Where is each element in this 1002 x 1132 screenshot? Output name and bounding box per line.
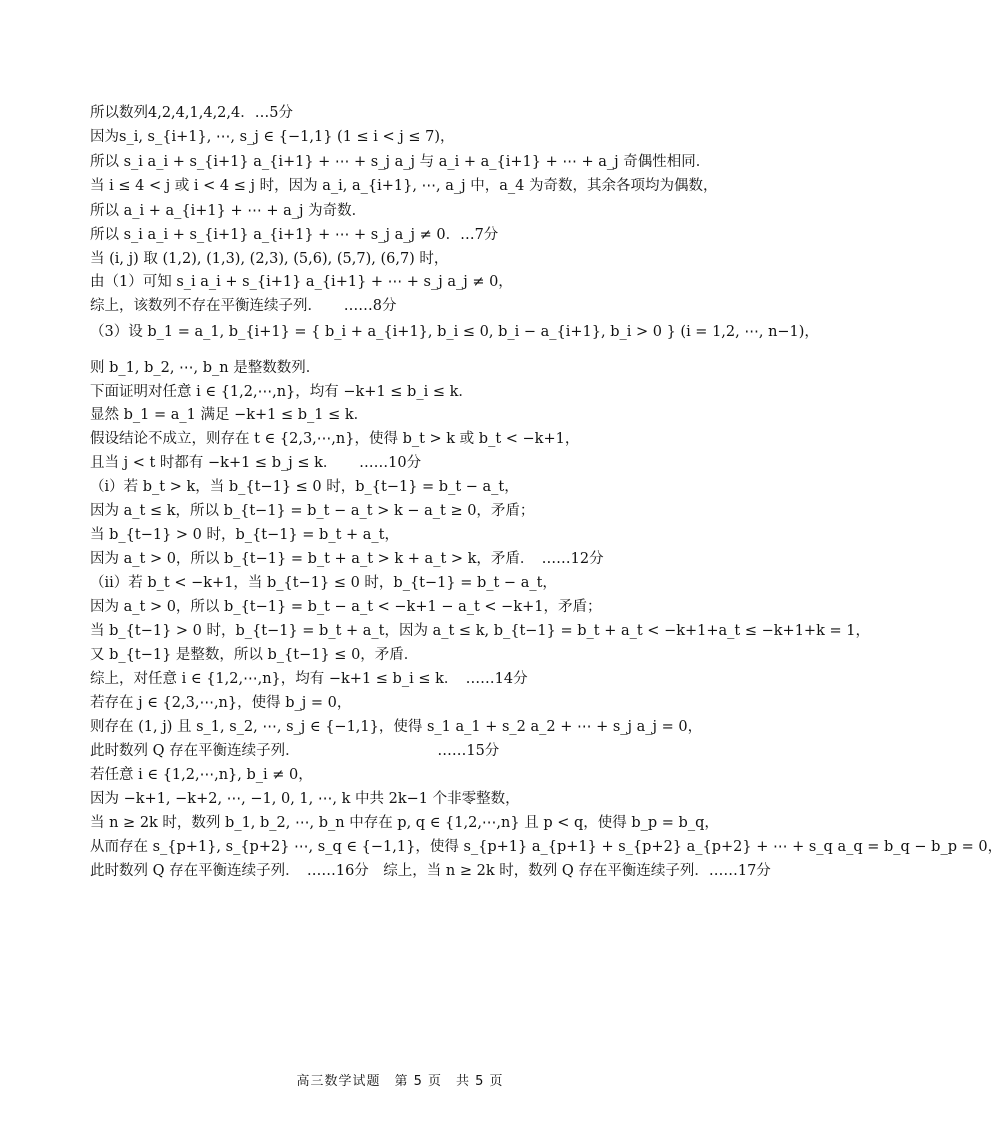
page-footer: 高三数学试题 第 5 页 共 5 页 xyxy=(296,1074,504,1089)
text-line: 若存在 j ∈ {2,3,⋯,n}，使得 b_j = 0， xyxy=(90,695,352,711)
text-line: 下面证明对任意 i ∈ {1,2,⋯,n}，均有 −k+1 ≤ b_i ≤ k． xyxy=(90,384,473,400)
text-line: 综上，对任意 i ∈ {1,2,⋯,n}，均有 −k+1 ≤ b_i ≤ k． ……14分 xyxy=(90,671,528,687)
text-line: 且当 j < t 时都有 −k+1 ≤ b_j ≤ k． ……10分 xyxy=(90,455,422,471)
text-line: 若任意 i ∈ {1,2,⋯,n}, b_i ≠ 0， xyxy=(90,767,313,783)
text-line: 所以 a_i + a_{i+1} + ⋯ + a_j 为奇数． xyxy=(90,203,367,219)
text-line: （i）若 b_t > k，当 b_{t−1} ≤ 0 时，b_{t−1} = b_t − a_t， xyxy=(90,479,519,495)
text-line: 因为 a_t ≤ k，所以 b_{t−1} = b_t − a_t > k − a_t ≥ 0，矛盾； xyxy=(90,503,535,519)
text-line: 假设结论不成立，则存在 t ∈ {2,3,⋯,n}，使得 b_t > k 或 b_t < −k+1， xyxy=(90,431,580,447)
text-line: 当 b_{t−1} > 0 时，b_{t−1} = b_t + a_t，因为 a_t ≤ k, b_{t−1} = b_t + a_t < −k+1+a_t ≤ −k+1+k = 1， xyxy=(90,623,870,639)
text-line: 此时数列 Q 存在平衡连续子列． ……16分 综上，当 n ≥ 2k 时，数列 Q 存在平衡连续子列．……17分 xyxy=(90,863,771,879)
text-line: 当 (i, j) 取 (1,2), (1,3), (2,3), (5,6), (5,7), (6,7) 时， xyxy=(90,251,449,267)
text-line: 此时数列 Q 存在平衡连续子列． ……15分 xyxy=(90,743,500,759)
text-line: 所以 s_i a_i + s_{i+1} a_{i+1} + ⋯ + s_j a_j ≠ 0．…7分 xyxy=(90,227,499,243)
text-line: 当 n ≥ 2k 时，数列 b_1, b_2, ⋯, b_n 中存在 p, q ∈ {1,2,⋯,n} 且 p < q，使得 b_p = b_q， xyxy=(90,815,719,831)
text-line: 又 b_{t−1} 是整数，所以 b_{t−1} ≤ 0，矛盾． xyxy=(90,647,419,663)
text-line: 因为 a_t > 0，所以 b_{t−1} = b_t − a_t < −k+1 − a_t < −k+1，矛盾； xyxy=(90,599,602,615)
text-line: 所以数列4,2,4,1,4,2,4．…5分 xyxy=(90,105,293,121)
text-line: （3）设 b_1 = a_1, b_{i+1} = { b_i + a_{i+1}, b_i ≤ 0, b_i − a_{i+1}, b_i > 0 } (i = 1,2, ⋯, n−1)， xyxy=(90,324,819,340)
text-line: 因为 a_t > 0，所以 b_{t−1} = b_t + a_t > k + a_t > k，矛盾． ……12分 xyxy=(90,551,604,567)
text-line: 因为s_i, s_{i+1}, ⋯, s_j ∈ {−1,1} (1 ≤ i < j ≤ 7)， xyxy=(90,129,455,145)
text-line: 则存在 (1, j) 且 s_1, s_2, ⋯, s_j ∈ {−1,1}，使得 s_1 a_1 + s_2 a_2 + ⋯ + s_j a_j = 0， xyxy=(90,719,703,735)
text-line: 当 i ≤ 4 < j 或 i < 4 ≤ j 时，因为 a_i, a_{i+1}, ⋯, a_j 中，a_4 为奇数，其余各项均为偶数， xyxy=(90,178,718,194)
text-line: 由（1）可知 s_i a_i + s_{i+1} a_{i+1} + ⋯ + s_j a_j ≠ 0， xyxy=(90,274,513,290)
text-line: 综上，该数列不存在平衡连续子列． ……8分 xyxy=(90,298,397,314)
text-line: 因为 −k+1, −k+2, ⋯, −1, 0, 1, ⋯, k 中共 2k−1 个非零整数， xyxy=(90,791,520,807)
text-line: 显然 b_1 = a_1 满足 −k+1 ≤ b_1 ≤ k． xyxy=(90,407,369,423)
text-line: （ii）若 b_t < −k+1，当 b_{t−1} ≤ 0 时，b_{t−1} = b_t − a_t， xyxy=(90,575,557,591)
text-line: 当 b_{t−1} > 0 时，b_{t−1} = b_t + a_t， xyxy=(90,527,399,543)
text-line: 从而存在 s_{p+1}, s_{p+2} ⋯, s_q ∈ {−1,1}，使得 s_{p+1} a_{p+1} + s_{p+2} a_{p+2} + ⋯ + s_q a_q = b_q − b_p = 0， xyxy=(90,839,1002,855)
text-line: 则 b_1, b_2, ⋯, b_n 是整数数列． xyxy=(90,360,321,376)
text-line: 所以 s_i a_i + s_{i+1} a_{i+1} + ⋯ + s_j a_j 与 a_i + a_{i+1} + ⋯ + a_j 奇偶性相同． xyxy=(90,154,711,170)
